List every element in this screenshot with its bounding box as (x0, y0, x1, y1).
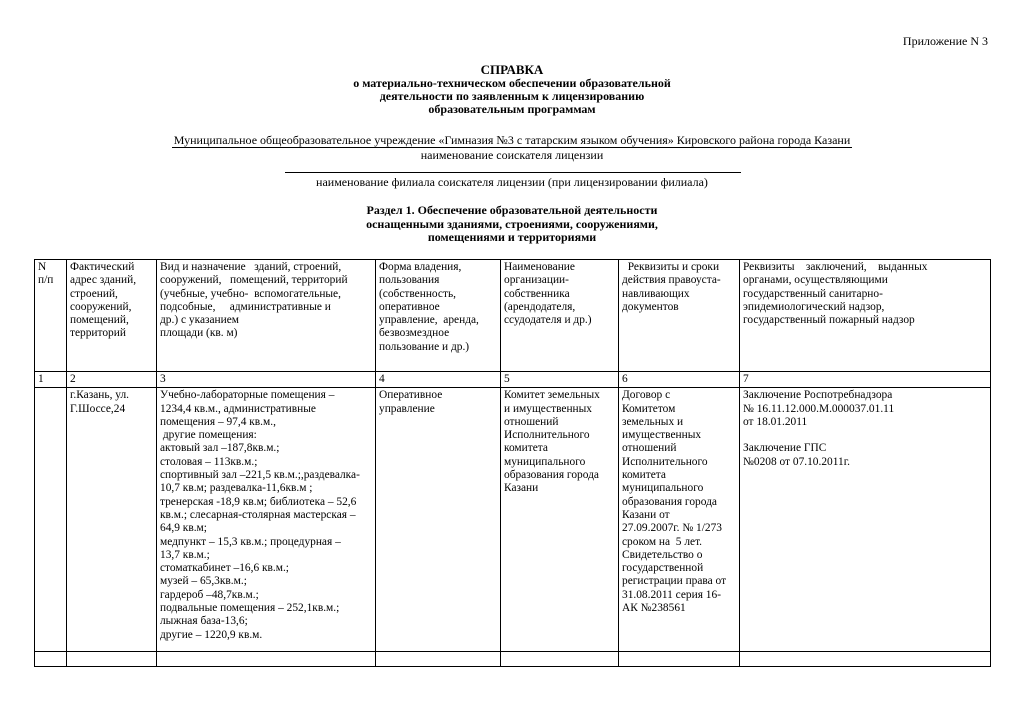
cell-line: Наименование (504, 261, 575, 273)
empty-row (35, 652, 991, 667)
cell-line: площади (кв. м) (160, 327, 238, 340)
cell-line: имущественных (622, 429, 702, 442)
cell-line: действия правоуста- (622, 274, 721, 287)
cell-line: и имущественных (504, 402, 592, 415)
empty-cell (35, 652, 67, 667)
cell-line: эпидемиологический надзор, (743, 300, 885, 313)
cell-line: адрес зданий, (70, 274, 137, 287)
section-line: оснащенными зданиями, строениями, сооружениями, (366, 216, 658, 231)
cell-line: управление, аренда, (379, 314, 479, 327)
cell-line: N (38, 261, 47, 273)
cell-line: государственной (622, 562, 704, 575)
row-number-cell (35, 388, 67, 652)
cell-line: лыжная база-13,6; (160, 615, 248, 628)
cell-line: столовая – 113кв.м.; (160, 455, 258, 468)
branch-underline (285, 172, 741, 173)
cell-line: отношений (504, 415, 559, 428)
applicant-name: Муниципальное общеобразовательное учреждение «Гимназия №3 с татарским языком обучения» Кировского района города Казани (173, 133, 851, 147)
cell-line: Свидетельство о (622, 548, 703, 561)
cell-line: тренерская -18,9 кв.м; библиотека – 52,6 (160, 495, 357, 508)
cell-line: строений, (70, 287, 118, 300)
cell-line: пользование и др.) (379, 340, 470, 353)
empty-cell (501, 652, 619, 667)
cell-line: Заключение ГПС (743, 442, 827, 455)
cell-line: № 16.11.12.000.М.000037.01.11 (743, 402, 895, 415)
owner-cell (501, 388, 619, 652)
cell-line: (арендодателя, (504, 300, 576, 313)
cell-line: спортивный зал –221,5 кв.м.;,раздевалка- (160, 469, 360, 482)
cell-line: земельных и (622, 415, 684, 428)
cell-line: сооружений, помещений, территорий (160, 274, 348, 287)
cell-line: 1234,4 кв.м., административные (160, 402, 316, 415)
premises-cell (157, 388, 376, 652)
cell-line: другие – 1220,9 кв.м. (160, 628, 263, 641)
applicant-block (0, 133, 1024, 162)
cell-line: Г.Шоссе,24 (70, 402, 126, 415)
column-number: 4 (376, 372, 501, 388)
section-line: помещениями и территориями (427, 230, 597, 244)
empty-cell (157, 652, 376, 667)
section-title (0, 204, 1024, 245)
empty-cell (376, 652, 501, 667)
cell-line: гардероб –48,7кв.м.; (160, 588, 259, 601)
column-number: 7 (740, 372, 991, 388)
cell-line: 13,7 кв.м.; (160, 548, 210, 561)
applicant-caption: наименование соискателя лицензии (420, 148, 604, 162)
documents-cell (619, 388, 740, 652)
facilities-table (34, 259, 991, 667)
header-cell (67, 260, 157, 372)
cell-line: подсобные, административные и (160, 300, 331, 313)
header-cell (501, 260, 619, 372)
cell-line: 27.09.2007г. № 1/273 (622, 522, 723, 535)
title-line: образовательным программам (428, 102, 596, 116)
column-number: 5 (501, 372, 619, 388)
title-line: о материально-техническом обеспечении образовательной (353, 76, 671, 90)
table-header-row (35, 260, 991, 372)
header-cell (157, 260, 376, 372)
cell-line: медпункт – 15,3 кв.м.; процедурная – (160, 535, 341, 548)
cell-line: отношений (622, 442, 677, 455)
header-cell (35, 260, 67, 372)
cell-line: образования города (504, 469, 599, 482)
cell-line: органами, осуществляющими (743, 274, 888, 287)
cell-line: Форма владения, (379, 261, 462, 273)
column-number: 3 (157, 372, 376, 388)
cell-line: комитета (504, 442, 548, 455)
document-title (0, 63, 1024, 116)
column-number: 1 (35, 372, 67, 388)
cell-line: Учебно-лабораторные помещения – (160, 389, 335, 402)
cell-line: муниципального (622, 482, 704, 495)
cell-line: документов (622, 300, 679, 313)
cell-line: оперативное (379, 300, 440, 313)
column-number: 6 (619, 372, 740, 388)
cell-line: безвозмездное (379, 327, 450, 340)
cell-line: Договор с (622, 389, 671, 402)
cell-line: комитета (622, 469, 666, 482)
cell-line: (собственность, (379, 287, 456, 300)
cell-line: 31.08.2011 серия 16- (622, 588, 721, 601)
cell-line: 10,7 кв.м; раздевалка-11,6кв.м ; (160, 482, 313, 495)
cell-line: образования города (622, 495, 717, 508)
cell-line: Комитетом (622, 402, 676, 415)
cell-line: Вид и назначение зданий, строений, (160, 261, 342, 273)
table-row (35, 388, 991, 652)
header-cell (619, 260, 740, 372)
cell-line: кв.м.; слесарная-столярная мастерская – (160, 508, 356, 521)
cell-line: пользования (379, 274, 440, 287)
cell-line: муниципального (504, 455, 586, 468)
cell-line: Казани от (622, 508, 670, 521)
cell-line: Фактический (70, 261, 135, 273)
cell-line: Исполнительного (622, 455, 708, 468)
empty-cell (740, 652, 991, 667)
cell-line: от 18.01.2011 (743, 415, 808, 428)
cell-line: 64,9 кв.м; (160, 522, 207, 535)
title-line: деятельности по заявленным к лицензированию (379, 89, 645, 103)
cell-line (743, 429, 987, 442)
cell-line: АК №238561 (622, 602, 686, 615)
cell-line: другие помещения: (160, 429, 257, 442)
cell-line: управление (379, 402, 435, 415)
cell-line: помещения – 97,4 кв.м., (160, 415, 276, 428)
cell-line: Казани (504, 482, 539, 495)
cell-line: собственника (504, 287, 570, 300)
cell-line: подвальные помещения – 252,1кв.м.; (160, 602, 340, 615)
cell-line: Заключение Роспотребнадзора (743, 389, 893, 402)
branch-caption: наименование филиала соискателя лицензии (при лицензировании филиала) (316, 175, 708, 189)
cell-line: п/п (38, 274, 54, 287)
appendix-label: Приложение N 3 (902, 34, 988, 48)
column-number-row (35, 372, 991, 388)
cell-line: (учебные, учебно- вспомогательные, (160, 287, 341, 300)
cell-line: Исполнительного (504, 429, 590, 442)
cell-line: регистрации права от (622, 575, 727, 588)
ownership-cell (376, 388, 501, 652)
cell-line: актовый зал –187,8кв.м.; (160, 442, 280, 455)
cell-line: навливающих (622, 287, 690, 300)
cell-line: Реквизиты заключений, выданных (743, 261, 928, 273)
header-cell (740, 260, 991, 372)
empty-cell (67, 652, 157, 667)
cell-line: сроком на 5 лет. (622, 535, 703, 548)
cell-line: государственный пожарный надзор (743, 314, 915, 327)
cell-line: №0208 от 07.10.2011г. (743, 455, 850, 468)
cell-line: Оперативное (379, 389, 443, 402)
cell-line: музей – 65,3кв.м.; (160, 575, 247, 588)
cell-line: др.) с указанием (160, 314, 240, 327)
section-line: Раздел 1. Обеспечение образовательной деятельности (366, 203, 658, 217)
cell-line: ссудодателя и др.) (504, 314, 592, 327)
empty-cell (619, 652, 740, 667)
cell-line: государственный санитарно- (743, 287, 883, 300)
cell-line: сооружений, (70, 300, 132, 313)
cell-line: организации- (504, 274, 569, 287)
cell-line: Комитет земельных (504, 389, 600, 402)
cell-line: стоматкабинет –16,6 кв.м.; (160, 562, 289, 575)
address-cell (67, 388, 157, 652)
title-main: СПРАВКА (480, 62, 544, 77)
cell-line: территорий (70, 327, 126, 340)
cell-line: г.Казань, ул. (70, 389, 130, 402)
conclusions-cell (740, 388, 991, 652)
cell-line: помещений, (70, 314, 129, 327)
header-cell (376, 260, 501, 372)
column-number: 2 (67, 372, 157, 388)
cell-line: Реквизиты и сроки (622, 261, 720, 273)
